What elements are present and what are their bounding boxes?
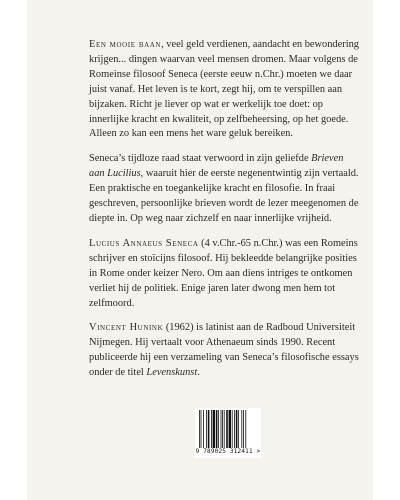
translator-bio-text-2: .	[197, 367, 200, 379]
author-bio-text: (4 v.Chr.-65 n.Chr.) was een Romeins schrijver en stoïcijns filosoof. Hij bekleedde belangrijke posities in Rome onder keizer Nero. Om aan diens intriges te ontkomen verliet hij de politiek. Enige jaren later dwong men hem tot zelfmoord.	[89, 237, 358, 309]
intro-paragraph	[89, 38, 359, 142]
letters-title: Brieven aan Lucilius	[89, 153, 344, 180]
author-name: Lucius Annaeus Seneca	[89, 237, 199, 249]
cover-text-block	[89, 38, 359, 381]
author-bio-paragraph	[89, 237, 359, 312]
translator-bio-paragraph	[89, 321, 359, 381]
letters-text-2: , waaruit hier de eerste negenentwintig zijn vertaald. Een praktische en toegankelijke kracht en filosofie. In fraai geschreven, persoonlijke brieven wordt de lezer meegenomen de diepte in. Op weg naar zichzelf en naar innerlijke vrijheid.	[89, 168, 359, 224]
translator-name: Vincent Hunink	[89, 322, 164, 334]
barcode-number: 9 789025 312411 >	[195, 448, 261, 455]
letters-text-1: Seneca’s tijdloze raad staat verwoord in zijn geliefde	[89, 153, 312, 165]
intro-lead: Een mooie baan	[89, 39, 162, 50]
book-back-cover	[27, 0, 373, 500]
letters-paragraph	[89, 152, 359, 227]
translator-bio-text-1: (1962) is latinist aan de Radboud Universiteit Nijmegen. Hij vertaalt voor Athenaeum sinds 1990. Recent publiceerde hij een verzameling van Seneca’s filosofische essays onder de titel	[89, 322, 359, 379]
isbn-barcode	[195, 408, 261, 458]
barcode-bars	[199, 410, 257, 448]
intro-text: , veel geld verdienen, aandacht en bewondering krijgen... dingen waarvan veel mensen dromen. Maar volgens de Romeinse filosoof Seneca (eerste eeuw n.Chr.) moeten we daar juist vanaf. Het leven is te kort, zegt hij, om te verspillen aan bijzaken. Richt je liever op wat er werkelijk toe doet: op innerlijke kracht en kwaliteit, op zelfbeheersing, op het goede. Alleen zo kan een mens het ware geluk bereiken.	[89, 39, 359, 140]
translator-book-title: Levenskunst	[146, 367, 198, 379]
